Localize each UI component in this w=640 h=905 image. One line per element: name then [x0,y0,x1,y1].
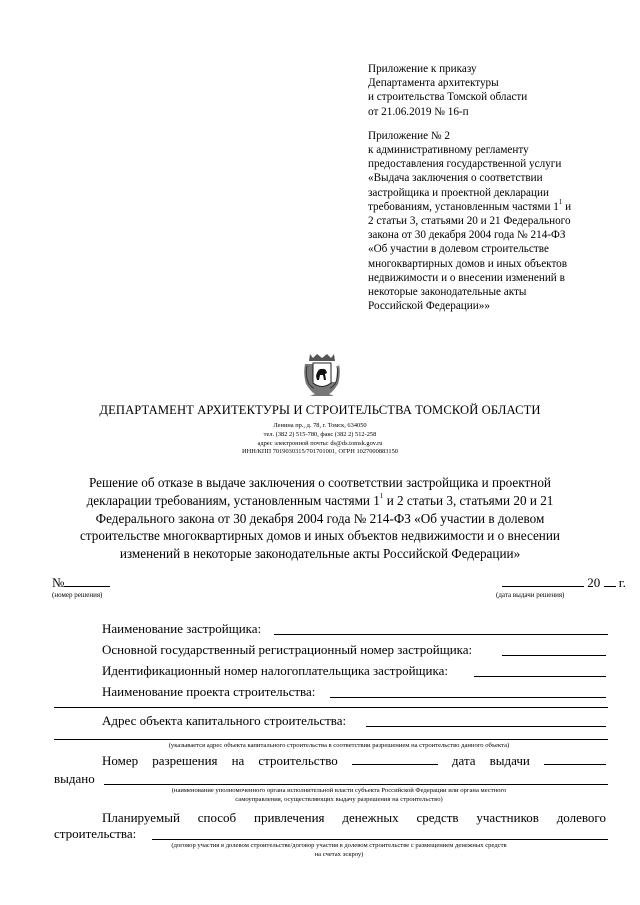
method-word: денежных [342,810,399,825]
document-title [0,474,640,563]
address-note: (указывается адрес объекта капитального строительства в соответствии разрешением на строительство данного объекта) [168,742,510,749]
email: адрес электронной почты: ds@ds.tomsk.gov.ru [257,439,383,447]
method-row [102,810,606,826]
appendix2-line: некоторые законодательные акты [368,286,527,299]
date-blank[interactable] [502,574,584,587]
phone: тел. (382 2) 515-780, факс (382 2) 512-258 [263,430,377,438]
appendix2-line: многоквартирных домов и иных объектов [368,257,568,270]
permit-label: на [231,753,245,768]
issued-by-field[interactable] [104,784,608,785]
ogrn-field[interactable] [502,655,606,656]
appendix2-line: закона от 30 декабря 2004 года № 214-ФЗ [368,229,566,242]
issued-by-note [54,786,624,804]
method-word: привлечения [254,810,325,825]
company-ids: ИНН/КПП 7019030315/701701001, ОГРН 1027000883150 [241,448,398,456]
permit-row [102,752,606,769]
appendix2-line: застройщика и проектной декларации [368,186,549,199]
title-line: Решение об отказе в выдаче заключения о соответствии застройщика и проектной [89,475,551,490]
appendix2-line: недвижимости и о внесении изменений в [368,271,565,284]
method-word: средств [416,810,459,825]
permit-label: строительство [258,753,338,768]
appendix2-line: к административному регламенту [368,144,529,157]
permit-date-field[interactable] [544,752,606,765]
appendix-header [368,62,628,313]
appendix2-line: 2 статьи 3, статьями 20 и 21 Федерального [368,215,571,228]
title-line: изменений в некоторые законодательные акты Российской Федерации» [119,546,521,562]
year-suffix: г. [615,575,626,590]
project-name-field[interactable] [330,697,606,698]
appendix2-line [368,200,628,214]
department-contacts [0,422,640,457]
title-text: декларации требованиям, установленным частями 1 [86,492,380,508]
appendix2-text: требованиям, установленным частями 1 [368,200,559,213]
address-field-line2[interactable] [54,739,608,740]
note-line: на счетах эскроу) [314,851,364,858]
method-label: строительства: [54,826,137,841]
inn-field[interactable] [474,676,606,677]
appendix1-line: и строительства Томской области [368,91,528,104]
title-text: и 2 статьи 3, статьями 20 и 21 [383,492,554,508]
appendix1-line: Департамента архитектуры [368,77,499,90]
appendix2-line: Российской Федерации»» [368,300,490,313]
appendix2-line: Приложение № 2 [368,129,450,142]
title-line: строительстве многоквартирных домов и иных объектов недвижимости и о внесении [80,528,560,544]
year-prefix: 20 [587,575,601,590]
superscript: 1 [558,198,563,207]
appendix1-line: от 21.06.2019 № 16-п [368,105,469,118]
number-sign: № [52,575,65,590]
appendix2-text: и [565,200,572,213]
number-caption: (номер решения) [52,591,103,599]
superscript: 1 [379,492,384,501]
note-line: (договор участия в долевом строительстве/договор участия в долевом строительстве с размещением денежных средств [171,842,507,849]
title-line [0,492,640,510]
decision-number [52,574,110,599]
permit-label: разрешения [152,753,218,768]
method-word: способ [197,810,237,825]
address: Ленина пр., д. 78, г. Томск, 634050 [273,422,367,429]
title-line: Федерального закона от 30 декабря 2004 года № 214-ФЗ «Об участии в долевом [95,510,545,526]
address-field[interactable] [366,726,606,727]
project-name-label: Наименование проекта строительства: [102,684,316,699]
method-field[interactable] [152,839,608,840]
note-line: самоуправления, осуществляющих выдачу разрешения на строительство) [235,796,443,803]
ogrn-label: Основной государственный регистрационный номер застройщика: [102,642,473,657]
appendix2-line: «Выдача заключения о соответствии [368,172,543,185]
project-name-field-line2[interactable] [54,707,608,708]
year-blank[interactable] [604,574,616,587]
method-word: участников [476,810,539,825]
address-label: Адрес объекта капитального строительства: [102,713,347,728]
number-blank[interactable] [64,574,110,587]
note-line: (наименование уполномоченного органа исполнительной власти субъекта Российской Федерации или органа местного [171,787,507,794]
permit-label: дата [451,753,476,768]
inn-label: Идентификационный номер налогоплательщика застройщика: [102,663,448,678]
developer-name-label: Наименование застройщика: [102,621,262,636]
developer-name-field[interactable] [274,634,608,635]
permit-label: Номер [102,753,139,768]
permit-number-field[interactable] [352,752,438,765]
issued-by-label: выдано [54,771,95,786]
appendix2-line: «Об участии в долевом строительстве [368,243,549,256]
method-note [54,841,624,859]
appendix1-line: Приложение к приказу [368,63,477,75]
department-name: ДЕПАРТАМЕНТ АРХИТЕКТУРЫ И СТРОИТЕЛЬСТВА ТОМСКОЙ ОБЛАСТИ [99,403,541,417]
permit-label: выдачи [489,753,530,768]
coat-of-arms-icon [303,352,341,398]
date-caption: (дата выдачи решения) [496,591,565,599]
appendix2-line: предоставления государственной услуги [368,158,562,171]
method-word: долевого [556,810,606,825]
decision-date [496,574,626,599]
method-word: Планируемый [102,810,180,825]
